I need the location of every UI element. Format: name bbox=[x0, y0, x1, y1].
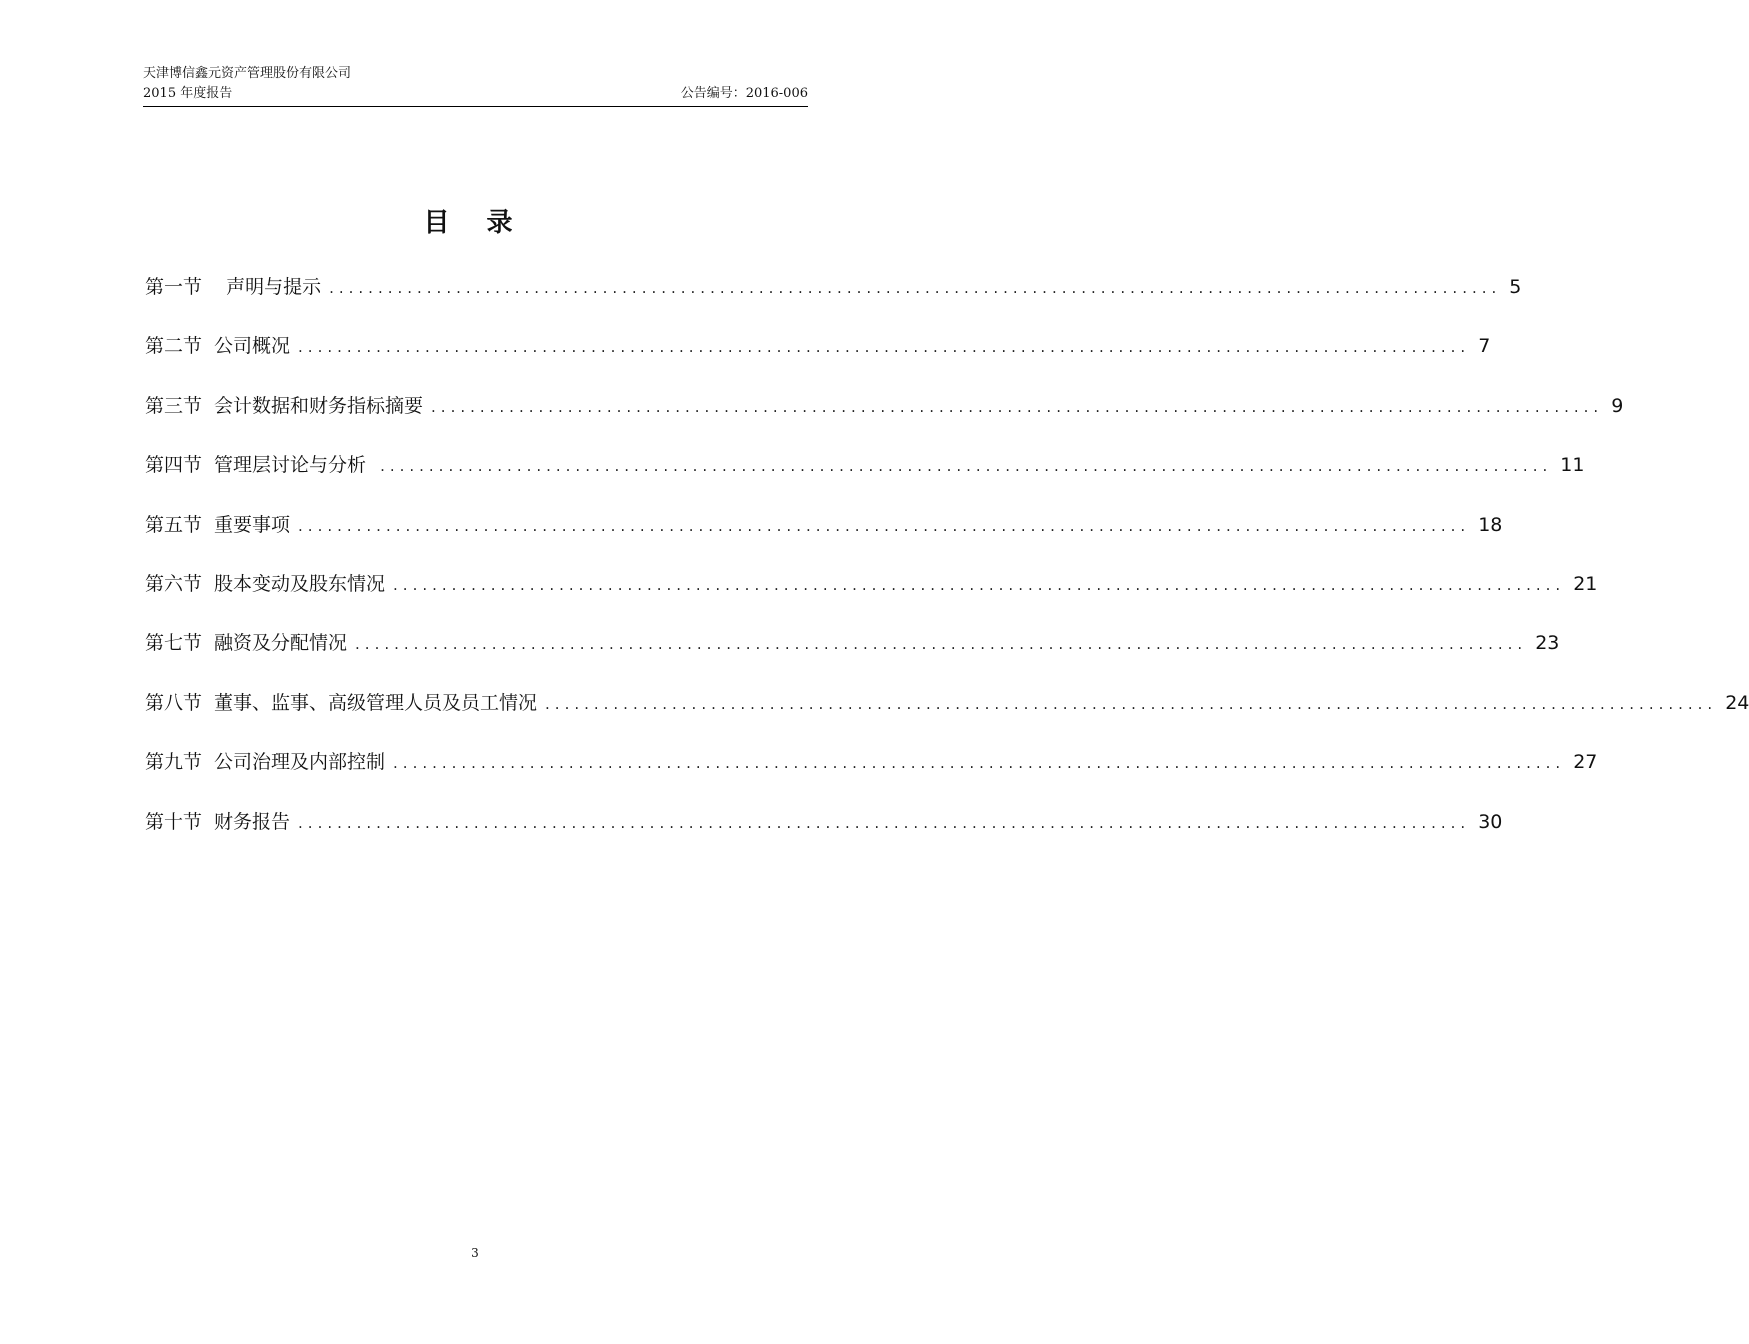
toc-item[interactable] bbox=[145, 624, 1560, 683]
toc-item-title: 公司治理及内部控制 bbox=[214, 751, 386, 774]
toc-section-label: 第四节 bbox=[145, 454, 203, 477]
toc-leader-dots: ........................................................................................................................ bbox=[298, 338, 1471, 357]
toc-page-number: 27 bbox=[1573, 751, 1598, 774]
toc-leader-dots: ........................................................................................................................ bbox=[393, 754, 1566, 773]
toc-leader-dots: ........................................................................................................................ bbox=[329, 279, 1502, 297]
toc-section-label: 第三节 bbox=[145, 394, 203, 417]
toc-item[interactable] bbox=[145, 743, 1598, 802]
toc-item-title: 融资及分配情况 bbox=[214, 632, 348, 655]
toc-page-number: 23 bbox=[1535, 632, 1560, 655]
toc-leader-dots: ........................................................................................................................ bbox=[431, 397, 1604, 416]
toc-section-label: 第七节 bbox=[145, 632, 203, 655]
toc-item-title: 管理层讨论与分析 bbox=[214, 454, 373, 477]
toc-item[interactable] bbox=[145, 506, 1503, 565]
toc-item[interactable] bbox=[145, 446, 1585, 505]
toc-item[interactable] bbox=[145, 684, 1749, 743]
toc-leader-dots: ........................................................................................................................ bbox=[298, 516, 1471, 535]
page-header bbox=[143, 64, 808, 104]
header-divider bbox=[143, 106, 808, 107]
toc-section-label: 第二节 bbox=[145, 335, 203, 358]
toc-page-number: 11 bbox=[1560, 454, 1585, 477]
toc-item[interactable] bbox=[145, 268, 1522, 327]
toc-item[interactable] bbox=[145, 803, 1503, 862]
toc-page-number: 21 bbox=[1573, 572, 1598, 595]
page-title: 目 录 bbox=[423, 208, 527, 238]
report-name: 2015 年度报告 bbox=[143, 86, 233, 101]
toc-page-number: 18 bbox=[1478, 513, 1503, 536]
toc-item-title: 董事、监事、高级管理人员及员工情况 bbox=[214, 691, 538, 714]
toc-section-label: 第一节 bbox=[145, 276, 203, 298]
toc-section-label: 第五节 bbox=[145, 513, 203, 536]
toc-item-title: 重要事项 bbox=[214, 513, 291, 536]
toc-section-label: 第八节 bbox=[145, 691, 203, 714]
toc-leader-dots: ........................................................................................................................ bbox=[355, 635, 1528, 654]
toc-section-label: 第九节 bbox=[145, 751, 203, 774]
toc-leader-dots: ........................................................................................................................ bbox=[545, 694, 1718, 713]
toc-page-number: 9 bbox=[1611, 394, 1624, 417]
toc-page-number: 7 bbox=[1478, 335, 1491, 358]
toc-item-title: 声明与提示 bbox=[214, 276, 322, 298]
page-number: 3 bbox=[471, 1246, 479, 1260]
company-name: 天津博信鑫元资产管理股份有限公司 bbox=[143, 66, 352, 81]
announcement-number: 公告编号：2016-006 bbox=[680, 86, 808, 101]
toc-item-title: 公司概况 bbox=[214, 335, 291, 358]
toc-item[interactable] bbox=[145, 327, 1491, 386]
toc-item-title: 会计数据和财务指标摘要 bbox=[214, 394, 424, 417]
toc-item[interactable] bbox=[145, 387, 1624, 446]
toc-item[interactable] bbox=[145, 565, 1598, 624]
toc-item-title: 财务报告 bbox=[214, 810, 291, 833]
toc-leader-dots: ........................................................................................................................ bbox=[393, 575, 1566, 594]
table-of-contents bbox=[145, 268, 1749, 862]
toc-leader-dots: ........................................................................................................................ bbox=[298, 813, 1471, 832]
toc-item-title: 股本变动及股东情况 bbox=[214, 572, 386, 595]
toc-leader-dots: ........................................................................................................................ bbox=[380, 457, 1553, 476]
toc-page-number: 24 bbox=[1725, 691, 1749, 714]
toc-page-number: 5 bbox=[1509, 276, 1522, 298]
toc-page-number: 30 bbox=[1478, 810, 1503, 833]
toc-section-label: 第十节 bbox=[145, 810, 203, 833]
toc-section-label: 第六节 bbox=[145, 572, 203, 595]
header-row bbox=[143, 84, 808, 104]
